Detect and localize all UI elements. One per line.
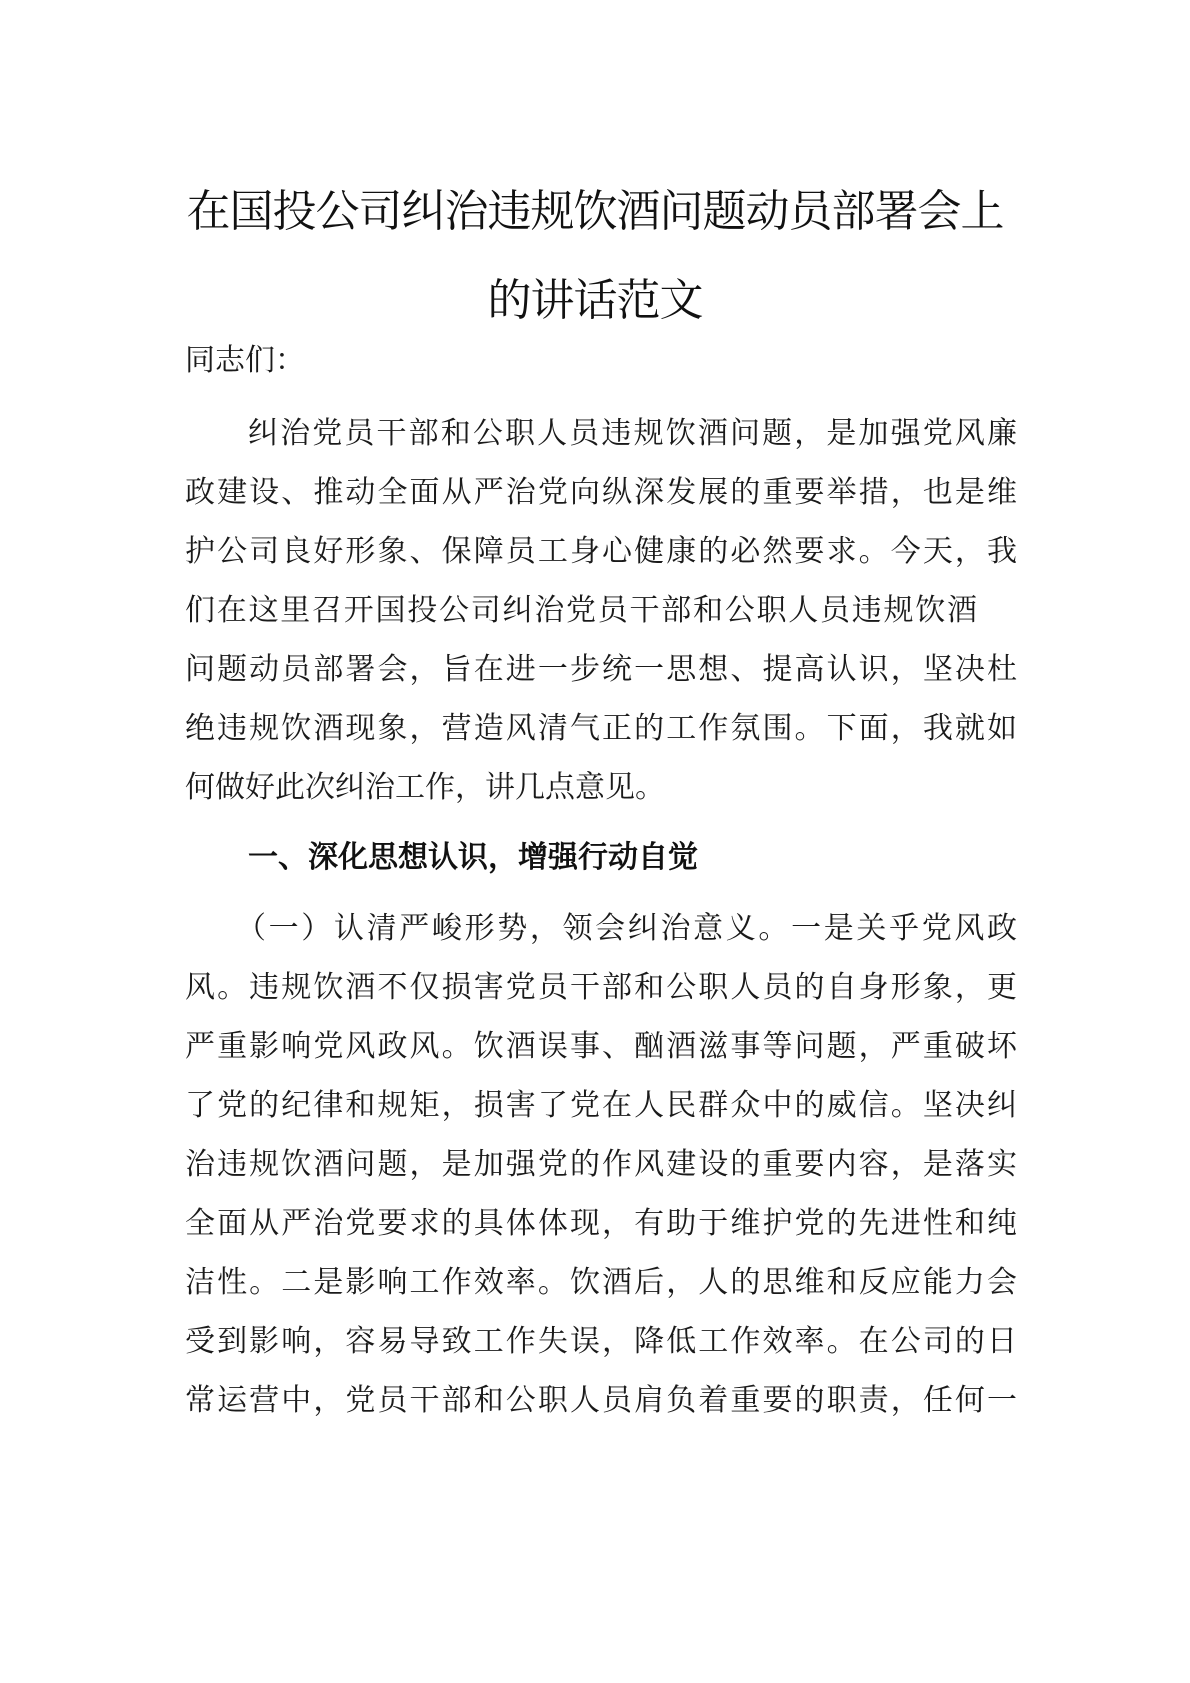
intro-line: 政建设、推动全面从严治党向纵深发展的重要举措，也是维 — [185, 475, 1017, 510]
section-line: 严重影响党风政风。饮酒误事、酗酒滋事等问题，严重破坏 — [185, 1029, 1017, 1064]
document-title-line-2: 的讲话范文 — [487, 275, 703, 326]
intro-line: 绝违规饮酒现象，营造风清气正的工作氛围。下面，我就如 — [185, 711, 1017, 746]
salutation: 同志们： — [185, 343, 305, 378]
intro-line: 纠治党员干部和公职人员违规饮酒问题，是加强党风廉 — [248, 416, 1017, 451]
intro-line: 问题动员部署会，旨在进一步统一思想、提高认识，坚决杜 — [185, 652, 1017, 687]
section-line: 了党的纪律和规矩，损害了党在人民群众中的威信。坚决纠 — [185, 1088, 1017, 1123]
section-line: 受到影响，容易导致工作失误，降低工作效率。在公司的日 — [185, 1324, 1017, 1359]
section-line: （一）认清严峻形势，领会纠治意义。一是关乎党风政 — [236, 911, 1017, 946]
section-heading: 一、深化思想认识，增强行动自觉 — [248, 840, 698, 875]
intro-line: 护公司良好形象、保障员工身心健康的必然要求。今天，我 — [185, 534, 1017, 569]
intro-line: 何做好此次纠治工作，讲几点意见。 — [185, 770, 665, 805]
intro-line: 们在这里召开国投公司纠治党员干部和公职人员违规饮酒 — [185, 593, 977, 628]
section-line: 洁性。二是影响工作效率。饮酒后，人的思维和反应能力会 — [185, 1265, 1017, 1300]
section-line: 治违规饮酒问题，是加强党的作风建设的重要内容，是落实 — [185, 1147, 1017, 1182]
section-line: 风。违规饮酒不仅损害党员干部和公职人员的自身形象，更 — [185, 970, 1017, 1005]
document-title-line-1: 在国投公司纠治违规饮酒问题动员部署会上 — [186, 186, 1004, 237]
section-line: 常运营中，党员干部和公职人员肩负着重要的职责，任何一 — [185, 1383, 1017, 1418]
section-line: 全面从严治党要求的具体体现，有助于维护党的先进性和纯 — [185, 1206, 1017, 1241]
